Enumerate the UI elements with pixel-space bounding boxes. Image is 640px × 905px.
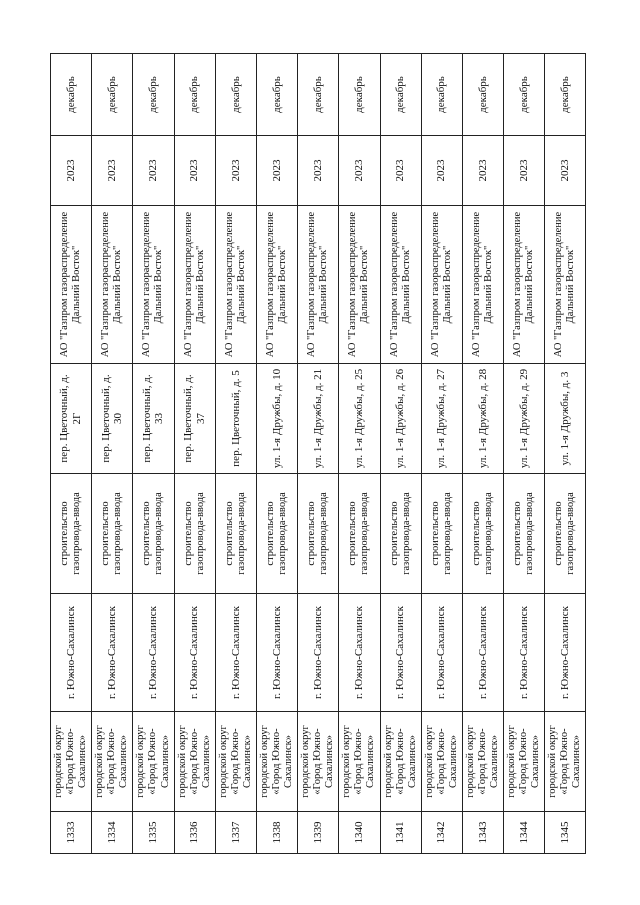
table-row bbox=[215, 54, 256, 854]
month-cell: декабрь bbox=[339, 54, 380, 136]
organization-cell: АО "Газпром газораспределение Дальний Восток" bbox=[298, 206, 339, 364]
municipality-cell: городской округ «Город Южно-Сахалинск» bbox=[298, 712, 339, 812]
organization-cell: АО "Газпром газораспределение Дальний Восток" bbox=[421, 206, 462, 364]
municipality-cell: городской округ «Город Южно-Сахалинск» bbox=[545, 712, 586, 812]
municipality-cell: городской округ «Город Южно-Сахалинск» bbox=[256, 712, 297, 812]
year-cell: 2023 bbox=[545, 136, 586, 206]
year-cell: 2023 bbox=[421, 136, 462, 206]
month-cell: декабрь bbox=[421, 54, 462, 136]
work-type-cell: строительство газопровода-ввода bbox=[51, 474, 92, 594]
organization-cell: АО "Газпром газораспределение Дальний Восток" bbox=[462, 206, 503, 364]
work-type-cell: строительство газопровода-ввода bbox=[133, 474, 174, 594]
month-cell: декабрь bbox=[51, 54, 92, 136]
row-number: 1334 bbox=[92, 812, 133, 854]
row-number: 1339 bbox=[298, 812, 339, 854]
row-number: 1341 bbox=[380, 812, 421, 854]
settlement-cell: г. Южно-Сахалинск bbox=[256, 594, 297, 712]
work-type-cell: строительство газопровода-ввода bbox=[504, 474, 545, 594]
address-cell: ул. 1-я Дружбы, д. 10 bbox=[256, 364, 297, 474]
year-cell: 2023 bbox=[92, 136, 133, 206]
year-cell: 2023 bbox=[174, 136, 215, 206]
row-number: 1340 bbox=[339, 812, 380, 854]
work-type-cell: строительство газопровода-ввода bbox=[298, 474, 339, 594]
organization-cell: АО "Газпром газораспределение Дальний Восток" bbox=[545, 206, 586, 364]
settlement-cell: г. Южно-Сахалинск bbox=[421, 594, 462, 712]
row-number: 1333 bbox=[51, 812, 92, 854]
municipality-cell: городской округ «Город Южно-Сахалинск» bbox=[462, 712, 503, 812]
year-cell: 2023 bbox=[298, 136, 339, 206]
row-number: 1342 bbox=[421, 812, 462, 854]
organization-cell: АО "Газпром газораспределение Дальний Восток" bbox=[215, 206, 256, 364]
year-cell: 2023 bbox=[380, 136, 421, 206]
table-row bbox=[133, 54, 174, 854]
settlement-cell: г. Южно-Сахалинск bbox=[380, 594, 421, 712]
gasification-schedule-table bbox=[50, 53, 586, 854]
row-number: 1343 bbox=[462, 812, 503, 854]
row-number: 1335 bbox=[133, 812, 174, 854]
settlement-cell: г. Южно-Сахалинск bbox=[51, 594, 92, 712]
month-cell: декабрь bbox=[462, 54, 503, 136]
table-row bbox=[339, 54, 380, 854]
address-cell: ул. 1-я Дружбы, д. 28 bbox=[462, 364, 503, 474]
municipality-cell: городской округ «Город Южно-Сахалинск» bbox=[51, 712, 92, 812]
year-cell: 2023 bbox=[51, 136, 92, 206]
municipality-cell: городской округ «Город Южно-Сахалинск» bbox=[421, 712, 462, 812]
settlement-cell: г. Южно-Сахалинск bbox=[92, 594, 133, 712]
address-cell: пер. Цветочный, д. 33 bbox=[133, 364, 174, 474]
work-type-cell: строительство газопровода-ввода bbox=[215, 474, 256, 594]
organization-cell: АО "Газпром газораспределение Дальний Восток" bbox=[174, 206, 215, 364]
month-cell: декабрь bbox=[256, 54, 297, 136]
work-type-cell: строительство газопровода-ввода bbox=[256, 474, 297, 594]
municipality-cell: городской округ «Город Южно-Сахалинск» bbox=[133, 712, 174, 812]
work-type-cell: строительство газопровода-ввода bbox=[92, 474, 133, 594]
table-body bbox=[51, 54, 586, 854]
address-cell: ул. 1-я Дружбы, д. 3 bbox=[545, 364, 586, 474]
municipality-cell: городской округ «Город Южно-Сахалинск» bbox=[174, 712, 215, 812]
organization-cell: АО "Газпром газораспределение Дальний Восток" bbox=[51, 206, 92, 364]
table-row bbox=[380, 54, 421, 854]
work-type-cell: строительство газопровода-ввода bbox=[545, 474, 586, 594]
month-cell: декабрь bbox=[545, 54, 586, 136]
month-cell: декабрь bbox=[380, 54, 421, 136]
month-cell: декабрь bbox=[92, 54, 133, 136]
row-number: 1337 bbox=[215, 812, 256, 854]
row-number: 1338 bbox=[256, 812, 297, 854]
table-row bbox=[256, 54, 297, 854]
work-type-cell: строительство газопровода-ввода bbox=[462, 474, 503, 594]
organization-cell: АО "Газпром газораспределение Дальний Восток" bbox=[256, 206, 297, 364]
month-cell: декабрь bbox=[174, 54, 215, 136]
settlement-cell: г. Южно-Сахалинск bbox=[133, 594, 174, 712]
address-cell: ул. 1-я Дружбы, д. 26 bbox=[380, 364, 421, 474]
work-type-cell: строительство газопровода-ввода bbox=[174, 474, 215, 594]
address-cell: пер. Цветочный, д. 5 bbox=[215, 364, 256, 474]
table-row bbox=[298, 54, 339, 854]
municipality-cell: городской округ «Город Южно-Сахалинск» bbox=[339, 712, 380, 812]
municipality-cell: городской округ «Город Южно-Сахалинск» bbox=[504, 712, 545, 812]
settlement-cell: г. Южно-Сахалинск bbox=[298, 594, 339, 712]
municipality-cell: городской округ «Город Южно-Сахалинск» bbox=[380, 712, 421, 812]
table-row bbox=[174, 54, 215, 854]
organization-cell: АО "Газпром газораспределение Дальний Восток" bbox=[92, 206, 133, 364]
year-cell: 2023 bbox=[133, 136, 174, 206]
organization-cell: АО "Газпром газораспределение Дальний Восток" bbox=[380, 206, 421, 364]
settlement-cell: г. Южно-Сахалинск bbox=[462, 594, 503, 712]
organization-cell: АО "Газпром газораспределение Дальний Восток" bbox=[339, 206, 380, 364]
table-row bbox=[421, 54, 462, 854]
address-cell: пер. Цветочный, д. 2Г bbox=[51, 364, 92, 474]
work-type-cell: строительство газопровода-ввода bbox=[339, 474, 380, 594]
address-cell: пер. Цветочный, д. 30 bbox=[92, 364, 133, 474]
year-cell: 2023 bbox=[215, 136, 256, 206]
table-row bbox=[51, 54, 92, 854]
row-number: 1336 bbox=[174, 812, 215, 854]
table-row bbox=[545, 54, 586, 854]
settlement-cell: г. Южно-Сахалинск bbox=[339, 594, 380, 712]
month-cell: декабрь bbox=[298, 54, 339, 136]
municipality-cell: городской округ «Город Южно-Сахалинск» bbox=[215, 712, 256, 812]
address-cell: ул. 1-я Дружбы, д. 25 bbox=[339, 364, 380, 474]
settlement-cell: г. Южно-Сахалинск bbox=[215, 594, 256, 712]
address-cell: ул. 1-я Дружбы, д. 21 bbox=[298, 364, 339, 474]
table-row bbox=[504, 54, 545, 854]
address-cell: пер. Цветочный, д. 37 bbox=[174, 364, 215, 474]
organization-cell: АО "Газпром газораспределение Дальний Восток" bbox=[133, 206, 174, 364]
month-cell: декабрь bbox=[133, 54, 174, 136]
year-cell: 2023 bbox=[504, 136, 545, 206]
year-cell: 2023 bbox=[339, 136, 380, 206]
row-number: 1344 bbox=[504, 812, 545, 854]
year-cell: 2023 bbox=[462, 136, 503, 206]
settlement-cell: г. Южно-Сахалинск bbox=[174, 594, 215, 712]
settlement-cell: г. Южно-Сахалинск bbox=[545, 594, 586, 712]
work-type-cell: строительство газопровода-ввода bbox=[380, 474, 421, 594]
address-cell: ул. 1-я Дружбы, д. 29 bbox=[504, 364, 545, 474]
address-cell: ул. 1-я Дружбы, д. 27 bbox=[421, 364, 462, 474]
rotated-table-wrapper bbox=[50, 54, 583, 854]
month-cell: декабрь bbox=[504, 54, 545, 136]
table-row bbox=[462, 54, 503, 854]
municipality-cell: городской округ «Город Южно-Сахалинск» bbox=[92, 712, 133, 812]
settlement-cell: г. Южно-Сахалинск bbox=[504, 594, 545, 712]
table-row bbox=[92, 54, 133, 854]
year-cell: 2023 bbox=[256, 136, 297, 206]
work-type-cell: строительство газопровода-ввода bbox=[421, 474, 462, 594]
month-cell: декабрь bbox=[215, 54, 256, 136]
organization-cell: АО "Газпром газораспределение Дальний Восток" bbox=[504, 206, 545, 364]
row-number: 1345 bbox=[545, 812, 586, 854]
